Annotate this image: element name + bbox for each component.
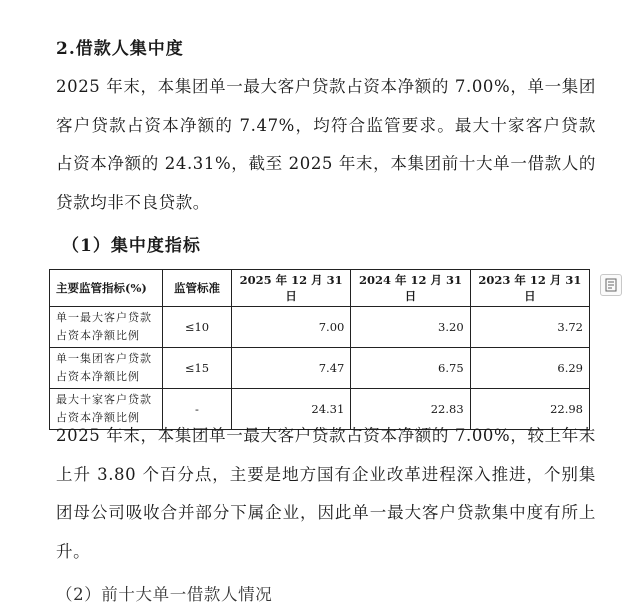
row-standard: ≤15 (163, 348, 232, 389)
header-2025: 2025 年 12 月 31 日 (232, 270, 351, 307)
row-standard: - (163, 389, 232, 430)
row-value-2025: 24.31 (232, 389, 351, 430)
row-value-2025: 7.00 (232, 307, 351, 348)
row-standard: ≤10 (163, 307, 232, 348)
row-value-2024: 22.83 (351, 389, 470, 430)
document-icon[interactable] (600, 274, 622, 296)
subsection-heading: （1）集中度指标 (62, 236, 201, 256)
row-value-2023: 6.29 (470, 348, 589, 389)
row-value-2024: 3.20 (351, 307, 470, 348)
next-heading-partial: （2）前十大单一借款人情况 (56, 585, 273, 604)
row-value-2024: 6.75 (351, 348, 470, 389)
header-standard: 监管标准 (163, 270, 232, 307)
row-label: 单一最大客户贷款占资本净额比例 (50, 307, 163, 348)
paragraph-2: 2025 年末，本集团单一最大客户贷款占资本净额的 7.00%，较上年末上升 3.80 个百分点，主要是地方国有企业改革进程深入推进，个别集团母公司吸收合并部分下属企业，因此单一最大客户贷款集中度有所上升。 (56, 426, 596, 561)
header-indicator: 主要监管指标(%) (50, 270, 163, 307)
header-2023: 2023 年 12 月 31 日 (470, 270, 589, 307)
row-label: 单一集团客户贷款占资本净额比例 (50, 348, 163, 389)
row-value-2025: 7.47 (232, 348, 351, 389)
concentration-table (49, 269, 590, 430)
section-heading: 2.借款人集中度 (56, 39, 184, 59)
row-value-2023: 22.98 (470, 389, 589, 430)
table-row (50, 348, 590, 389)
table-header-row (50, 270, 590, 307)
row-label: 最大十家客户贷款占资本净额比例 (50, 389, 163, 430)
row-value-2023: 3.72 (470, 307, 589, 348)
table-row (50, 307, 590, 348)
header-2024: 2024 年 12 月 31 日 (351, 270, 470, 307)
paragraph-1: 2025 年末，本集团单一最大客户贷款占资本净额的 7.00%，单一集团客户贷款占资本净额的 7.47%，均符合监管要求。最大十家客户贷款占资本净额的 24.31%，截至 2025 年末，本集团前十大单一借款人的贷款均非不良贷款。 (56, 77, 596, 212)
